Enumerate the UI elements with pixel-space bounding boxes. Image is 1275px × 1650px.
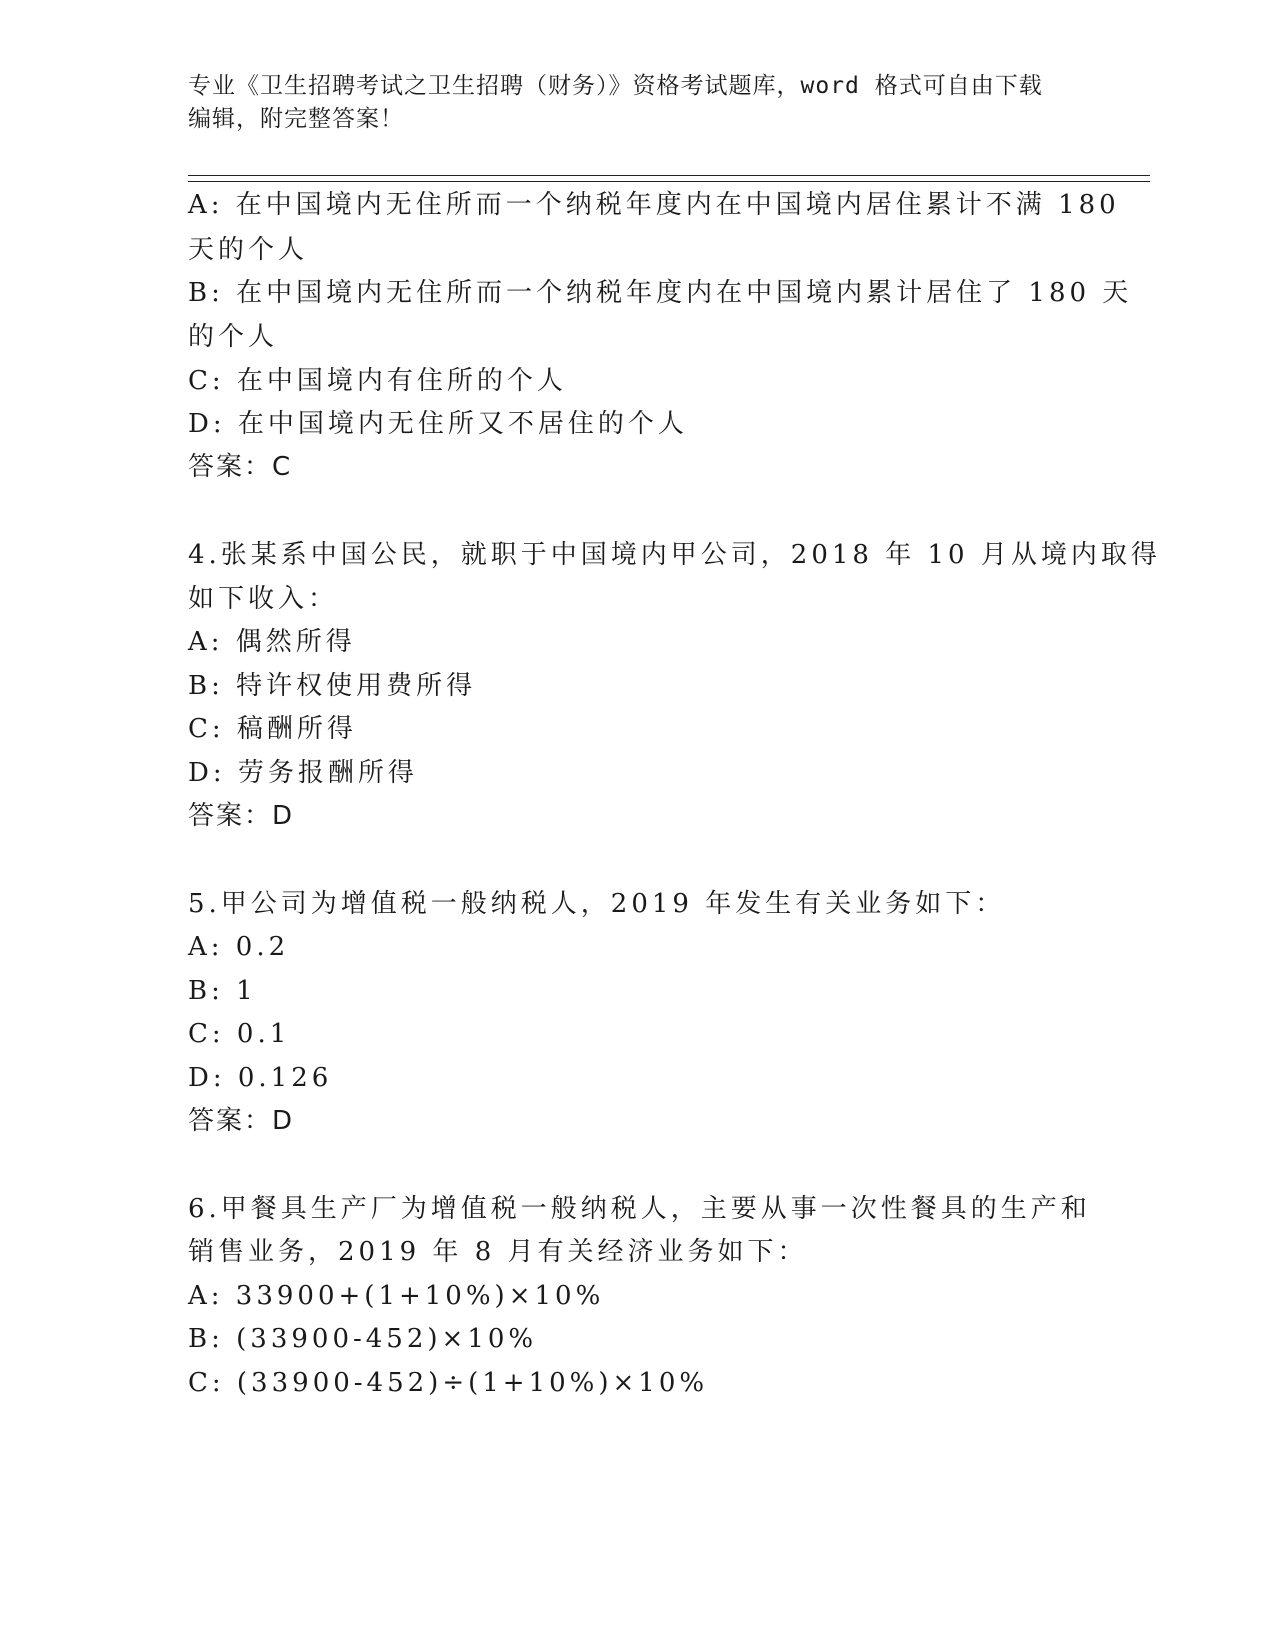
q3-option-c: C: 在中国境内有住所的个人 <box>188 366 567 396</box>
q6-option-a: A: 33900+(1+10%)×10% <box>188 1281 605 1311</box>
q4-option-a: A: 偶然所得 <box>188 627 356 657</box>
q4-option-b: B: 特许权使用费所得 <box>188 671 477 701</box>
q5-option-d: D: 0.126 <box>188 1063 333 1093</box>
q4-option-c: C: 稿酬所得 <box>188 714 357 744</box>
q6-stem-line-1: 6.甲餐具生产厂为增值税一般纳税人，主要从事一次性餐具的生产和 <box>188 1194 1091 1224</box>
q4-option-d: D: 劳务报酬所得 <box>188 758 418 788</box>
header-line-1: 专业《卫生招聘考试之卫生招聘（财务）》资格考试题库，word 格式可自由下载 <box>188 73 1043 99</box>
q6-option-b: B: (33900-452)×10% <box>188 1324 538 1354</box>
q6-stem-line-2: 销售业务，2019 年 8 月有关经济业务如下： <box>188 1237 808 1267</box>
header-divider-bottom <box>188 181 1150 182</box>
q5-option-b: B: 1 <box>188 976 257 1006</box>
q5-answer: 答案：D <box>188 1106 295 1136</box>
q3-option-b-line-1: B: 在中国境内无住所而一个纳税年度内在中国境内累计居住了 180 天 <box>188 278 1133 308</box>
q5-stem: 5.甲公司为增值税一般纳税人，2019 年发生有关业务如下： <box>188 889 1006 919</box>
q3-option-b-line-2: 的个人 <box>188 322 279 352</box>
q4-answer: 答案：D <box>188 801 295 831</box>
q3-option-a-line-1: A: 在中国境内无住所而一个纳税年度内在中国境内居住累计不满 180 <box>188 190 1120 220</box>
q4-stem-line-1: 4.张某系中国公民，就职于中国境内甲公司，2018 年 10 月从境内取得 <box>188 540 1161 570</box>
header-line-2: 编辑，附完整答案！ <box>188 106 404 132</box>
q6-option-c: C: (33900-452)÷(1+10%)×10% <box>188 1368 709 1398</box>
q5-option-a: A: 0.2 <box>188 932 290 962</box>
header-divider-top <box>188 175 1150 176</box>
document-header <box>188 70 1068 136</box>
q4-stem-line-2: 如下收入： <box>188 584 339 614</box>
q3-option-d: D: 在中国境内无住所又不居住的个人 <box>188 409 688 439</box>
q3-option-a-line-2: 天的个人 <box>188 235 309 265</box>
q5-option-c: C: 0.1 <box>188 1019 291 1049</box>
q3-answer: 答案：C <box>188 452 293 482</box>
